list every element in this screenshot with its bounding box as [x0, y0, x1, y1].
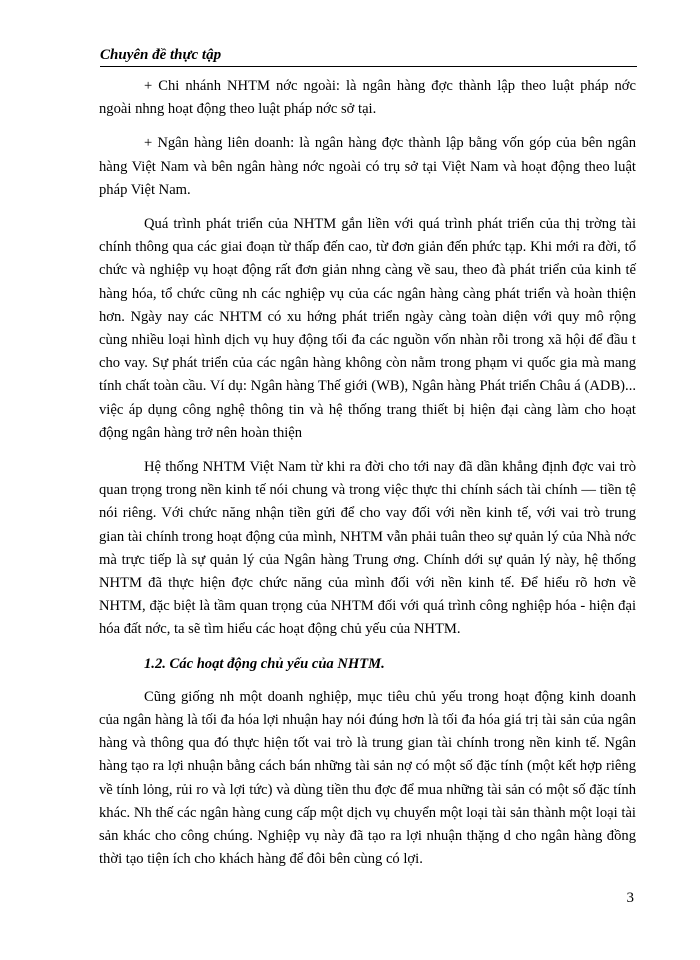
body-text	[99, 75, 636, 872]
page-number: 3	[626, 890, 634, 906]
paragraph-main-activities: Cũng giống nh một doanh nghiệp, mục tiêu chủ yếu trong hoạt động kinh doanh của ngân hàng là tối đa hóa lợi nhuận hay nói đúng hơn là tối đa hóa giá trị tài sản của ngân hàng và thông qua đó thực hiện tốt vai trò là trung gian tài chính trong nền kinh tế. Ngân hàng tạo ra lợi nhuận bằng cách bán những tài sản nợ có một số đặc tính (một kết hợp riêng về tính lỏng, rủi ro và lợi tức) và dùng tiền thu đợc để mua những tài sản có một số đặc tính khác. Nh thế các ngân hàng cung cấp một dịch vụ chuyển một loại tài sản thành một loại tài sản khác cho công chúng. Nghiệp vụ này đã tạo ra lợi nhuận thặng d cho ngân hàng đồng thời tạo tiện ích cho khách hàng để đôi bên cùng có lợi.	[99, 688, 636, 868]
header-title: Chuyên đề thực tập	[100, 47, 222, 63]
section-heading: 1.2. Các hoạt động chủ yếu của NHTM.	[144, 655, 385, 672]
paragraph-branch-bank: + Chi nhánh NHTM nớc ngoài: là ngân hàng đợc thành lập theo luật pháp nớc ngoài nhng hoạt động theo luật pháp nớc sở tại.	[99, 78, 636, 118]
paragraph-joint-venture-bank: + Ngân hàng liên doanh: là ngân hàng đợc thành lập bằng vốn góp của bên ngân hàng Việt Nam và bên ngân hàng nớc ngoài có trụ sở tại Việt Nam và hoạt động theo luật pháp Việt Nam.	[99, 135, 636, 198]
paragraph-development-process: Quá trình phát triển của NHTM gắn liền với quá trình phát triển của thị trờng tài chính thông qua các giai đoạn từ thấp đến cao, từ đơn giản đến phức tạp. Khi mới ra đời, tổ chức và nghiệp vụ hoạt động rất đơn giản nhng càng về sau, theo đà phát triển của kinh tế hàng hóa, tổ chức cũng nh các nghiệp vụ của các ngân hàng càng phát triển và hoàn thiện hơn. Ngày nay các NHTM có xu hớng phát triển ngày càng toàn diện với quy mô rộng cùng nhiều loại hình dịch vụ huy động tối đa các nguồn vốn nhàn rỗi trong xã hội để đầu t cho vay. Sự phát triển của các ngân hàng không còn nằm trong phạm vi quốc gia mà mang tính chất toàn cầu. Ví dụ: Ngân hàng Thế giới (WB), Ngân hàng Phát triển Châu á (ADB)... việc áp dụng công nghệ thông tin và hệ thống trang thiết bị hiện đại càng làm cho hoạt động ngân hàng trở nên hoàn thiện	[99, 216, 636, 441]
paragraph-vietnam-system: Hệ thống NHTM Việt Nam từ khi ra đời cho tới nay đã dần khẳng định đợc vai trò quan trọng trong nền kinh tế nói chung và trong việc thực thi chính sách tài chính — tiền tệ nói riêng. Với chức năng nhận tiền gửi để cho vay đối với nền kinh tế, với vai trò trung gian tài chính trong hoạt động của mình, NHTM vẫn phải tuân theo sự quản lý của Nhà nớc mà trực tiếp là sự quản lý của Ngân hàng Trung ơng. Chính dới sự quản lý này, hệ thống NHTM đã thực hiện đợc chức năng của mình đối với nền kinh tế. Để hiểu rõ hơn về NHTM, đặc biệt là tầm quan trọng của NHTM đối với quá trình công nghiệp hóa - hiện đại hóa đất nớc, ta sẽ tìm hiểu các hoạt động chủ yếu của NHTM.	[99, 459, 636, 638]
page-header	[100, 46, 637, 68]
header-rule	[100, 66, 637, 67]
